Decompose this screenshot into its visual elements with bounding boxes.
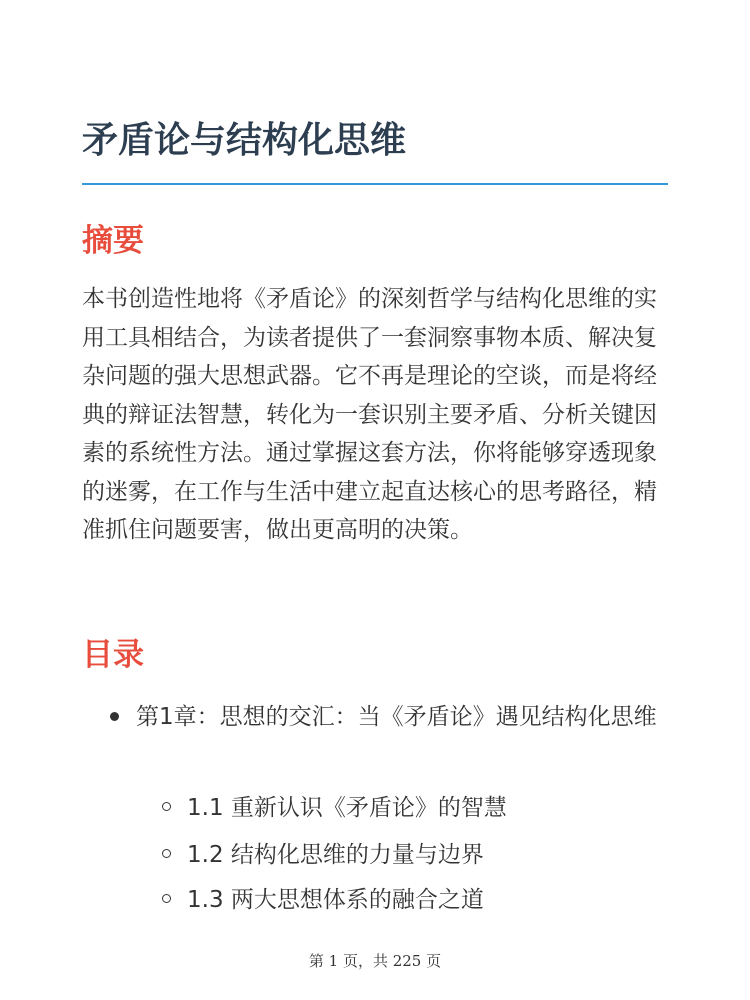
circle-bullet-icon bbox=[162, 802, 171, 811]
toc-section-label: 1.3 两大思想体系的融合之道 bbox=[187, 887, 484, 913]
disc-bullet-icon bbox=[110, 712, 119, 721]
circle-bullet-icon bbox=[162, 849, 171, 858]
page-number-footer: 第 1 页，共 225 页 bbox=[308, 952, 442, 970]
abstract-paragraph: 本书创造性地将《矛盾论》的深刻哲学与结构化思维的实用工具相结合，为读者提供了一套洞察事物本质、解决复杂问题的强大思想武器。它不再是理论的空谈，而是将经典的辩证法智慧，转化为一套识别主要矛盾、分析关键因素的系统性方法。通过掌握这套方法，你将能够穿透现象的迷雾，在工作与生活中建立起直达核心的思考路径，精准抓住问题要害，做出更高明的决策。 bbox=[82, 286, 657, 543]
toc-section-label: 1.1 重新认识《矛盾论》的智慧 bbox=[187, 795, 507, 821]
toc-chapter-item[interactable] bbox=[110, 698, 666, 736]
toc-section-item[interactable] bbox=[162, 836, 642, 874]
toc-chapter-label: 第1章：思想的交汇：当《矛盾论》遇见结构化思维 bbox=[136, 704, 657, 730]
circle-bullet-icon bbox=[162, 894, 171, 903]
book-title: 矛盾论与结构化思维 bbox=[82, 120, 407, 161]
toc-section-item[interactable] bbox=[162, 789, 642, 827]
title-divider bbox=[82, 183, 668, 185]
abstract-heading: 摘要 bbox=[82, 223, 144, 259]
toc-heading: 目录 bbox=[82, 637, 144, 673]
toc-section-item[interactable] bbox=[162, 881, 642, 919]
toc-section-label: 1.2 结构化思维的力量与边界 bbox=[187, 842, 484, 868]
